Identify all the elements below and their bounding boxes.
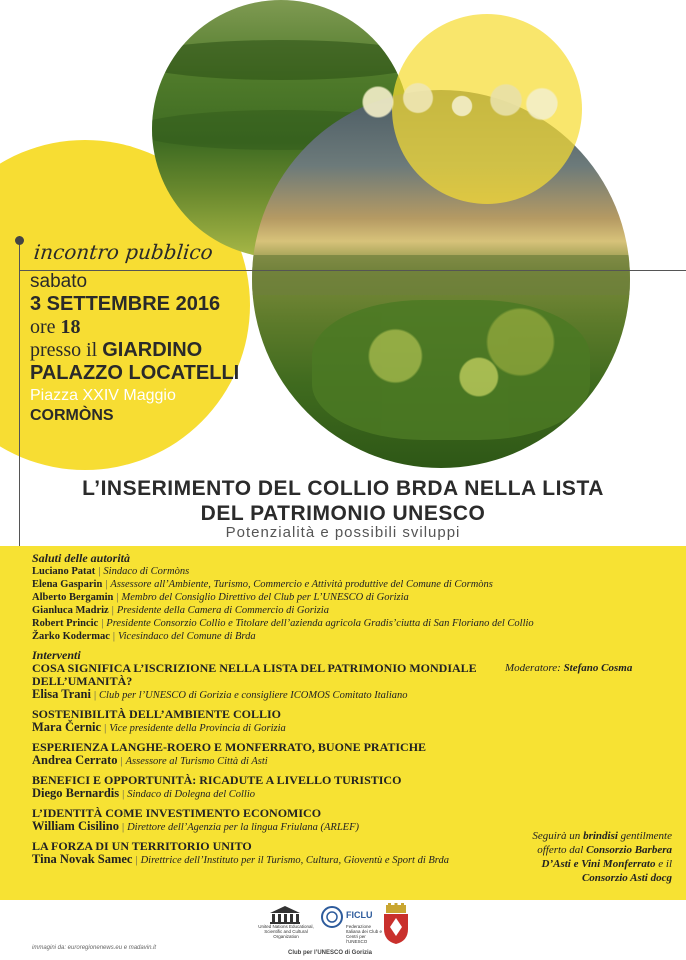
closing-sponsor-2: Consorzio Asti docg bbox=[581, 872, 672, 884]
gorizia-crest-icon bbox=[382, 903, 410, 945]
subtitle: Potenzialità e possibili sviluppi bbox=[225, 524, 461, 541]
greeting-name: Elena Gasparin bbox=[32, 579, 103, 590]
talk-speaker: Mara Černic bbox=[32, 720, 102, 734]
talk-speaker: William Cisilino bbox=[32, 819, 119, 833]
event-tagline: incontro pubblico bbox=[32, 240, 214, 264]
event-city: CORMÒNS bbox=[30, 407, 114, 424]
talk-speaker: Diego Bernardis bbox=[32, 786, 120, 800]
greeting-row bbox=[32, 630, 672, 643]
talk-item bbox=[32, 741, 672, 768]
greeting-role: Sindaco di Cormòns bbox=[103, 566, 190, 577]
separator: | bbox=[120, 756, 123, 767]
moderator bbox=[505, 662, 632, 674]
event-venue-line2: PALAZZO LOCATELLI bbox=[30, 362, 240, 384]
talk-item bbox=[32, 708, 672, 735]
vineyard-ridge bbox=[152, 40, 410, 80]
talk-item bbox=[32, 774, 672, 801]
talk-role: Assessore al Turismo Città di Asti bbox=[125, 756, 268, 767]
main-title bbox=[0, 476, 686, 526]
unesco-text: United Nations Educational, Scientific and Cultural Organization bbox=[258, 924, 314, 939]
greeting-name: Žarko Kodermac bbox=[32, 631, 110, 642]
talk-title: LA FORZA DI UN TERRITORIO UNITO bbox=[32, 839, 252, 853]
rule-dot bbox=[15, 236, 24, 245]
talk-role: Vice presidente della Provincia di Gorizia bbox=[109, 723, 286, 734]
separator: | bbox=[93, 690, 97, 701]
landscape-hills bbox=[252, 255, 630, 295]
image-credit: immagini da: euroregionenews.eu e madavin.it bbox=[32, 945, 157, 951]
separator: | bbox=[104, 723, 107, 734]
talk-title: SOSTENIBILITÀ DELL’AMBIENTE COLLIO bbox=[32, 707, 281, 721]
event-time bbox=[30, 316, 239, 339]
event-venue-prefix: presso il bbox=[30, 339, 98, 361]
separator: | bbox=[101, 618, 104, 629]
talk-role: Direttore dell’Agenzia per la lingua Friulana (ARLEF) bbox=[127, 822, 360, 833]
greeting-name: Luciano Patat bbox=[32, 566, 96, 577]
event-time-prefix: ore bbox=[30, 316, 56, 338]
separator: | bbox=[122, 789, 125, 800]
landscape-trees bbox=[312, 300, 590, 440]
event-venue bbox=[30, 339, 239, 362]
talk-speaker: Tina Novak Samec bbox=[32, 852, 133, 866]
greeting-row bbox=[32, 604, 672, 617]
main-title-line1: L’INSERIMENTO DEL COLLIO BRDA NELLA LISTA bbox=[82, 477, 604, 500]
talk-title: L’IDENTITÀ COME INVESTIMENTO ECONOMICO bbox=[32, 806, 322, 820]
event-address: Piazza XXIV Maggio bbox=[30, 387, 176, 404]
event-venue-line1: GIARDINO bbox=[102, 339, 203, 361]
talk-title: ESPERIENZA LANGHE-ROERO E MONFERRATO, BUONE PRATICHE bbox=[32, 740, 427, 754]
talk-role: Club per l’UNESCO di Gorizia e consigliere ICOMOS Comitato Italiano bbox=[99, 690, 408, 701]
separator: | bbox=[121, 822, 125, 833]
talk-speaker: Andrea Cerrato bbox=[32, 753, 118, 767]
closing-text: gentilmente offerto dal bbox=[537, 830, 672, 856]
separator: | bbox=[116, 592, 119, 603]
separator: | bbox=[135, 855, 138, 866]
greeting-row bbox=[32, 565, 672, 578]
greeting-name: Gianluca Madriz bbox=[32, 605, 109, 616]
talk-role: Direttrice dell’Instituto per il Turismo, Cultura, Gioventù e Sport di Brda bbox=[140, 855, 449, 866]
greetings-list bbox=[32, 565, 672, 643]
greeting-row bbox=[32, 617, 672, 630]
greeting-name: Robert Princic bbox=[32, 618, 99, 629]
talk-role: Sindaco di Dolegna del Collio bbox=[127, 789, 256, 800]
greeting-role: Presidente della Camera di Commercio di Gorizia bbox=[116, 605, 329, 616]
separator: | bbox=[111, 605, 114, 616]
greeting-role: Presidente Consorzio Collio e Titolare dell’azienda agricola Gradis’ciutta di San Floriano del Collio bbox=[106, 618, 534, 629]
greeting-row bbox=[32, 578, 672, 591]
closing-toast: brindisi bbox=[583, 830, 618, 842]
greeting-role: Membro del Consiglio Direttivo del Club per L’UNESCO di Gorizia bbox=[121, 592, 409, 603]
blossom-branch bbox=[358, 82, 558, 122]
talk-title: COSA SIGNIFICA L’ISCRIZIONE NELLA LISTA DEL PATRIMONIO MONDIALE DELL’UMANITÀ? bbox=[32, 661, 477, 688]
greeting-name: Alberto Bergamin bbox=[32, 592, 114, 603]
greeting-role: Vicesindaco del Comune di Brda bbox=[117, 631, 256, 642]
closing-text: e il bbox=[658, 858, 672, 870]
talks-heading: Interventi bbox=[32, 648, 81, 662]
main-title-line2: DEL PATRIMONIO UNESCO bbox=[200, 502, 486, 525]
ficlu-name: FICLU bbox=[346, 910, 373, 920]
program bbox=[32, 552, 672, 867]
moderator-name: Stefano Cosma bbox=[563, 662, 633, 674]
club-label: Club per l’UNESCO di Gorizia bbox=[288, 950, 373, 956]
event-time-value: 18 bbox=[60, 316, 81, 338]
separator: | bbox=[112, 631, 115, 642]
moderator-label: Moderatore: bbox=[505, 662, 561, 674]
event-date: 3 SETTEMBRE 2016 bbox=[30, 293, 221, 315]
separator: | bbox=[105, 579, 108, 590]
closing-text: Seguirà un bbox=[532, 830, 581, 842]
separator: | bbox=[98, 566, 101, 577]
ficlu-text: Federazione Italiana dei Club e Centri per l’UNESCO bbox=[346, 924, 383, 944]
greeting-row bbox=[32, 591, 672, 604]
event-info bbox=[30, 240, 239, 425]
talk-speaker: Elisa Trani bbox=[32, 687, 91, 701]
event-day: sabato bbox=[30, 271, 88, 292]
talk-title: BENEFICI E OPPORTUNITÀ: RICADUTE A LIVELLO TURISTICO bbox=[32, 773, 402, 787]
greeting-role: Assessore all’Ambiente, Turismo, Commercio e Attività produttive del Comune di Cormòns bbox=[110, 579, 493, 590]
closing-sponsor-1: Consorzio Barbera D’Asti e Vini Monferrato bbox=[541, 844, 672, 870]
closing-note bbox=[512, 829, 672, 885]
greetings-heading: Saluti delle autorità bbox=[32, 551, 131, 565]
